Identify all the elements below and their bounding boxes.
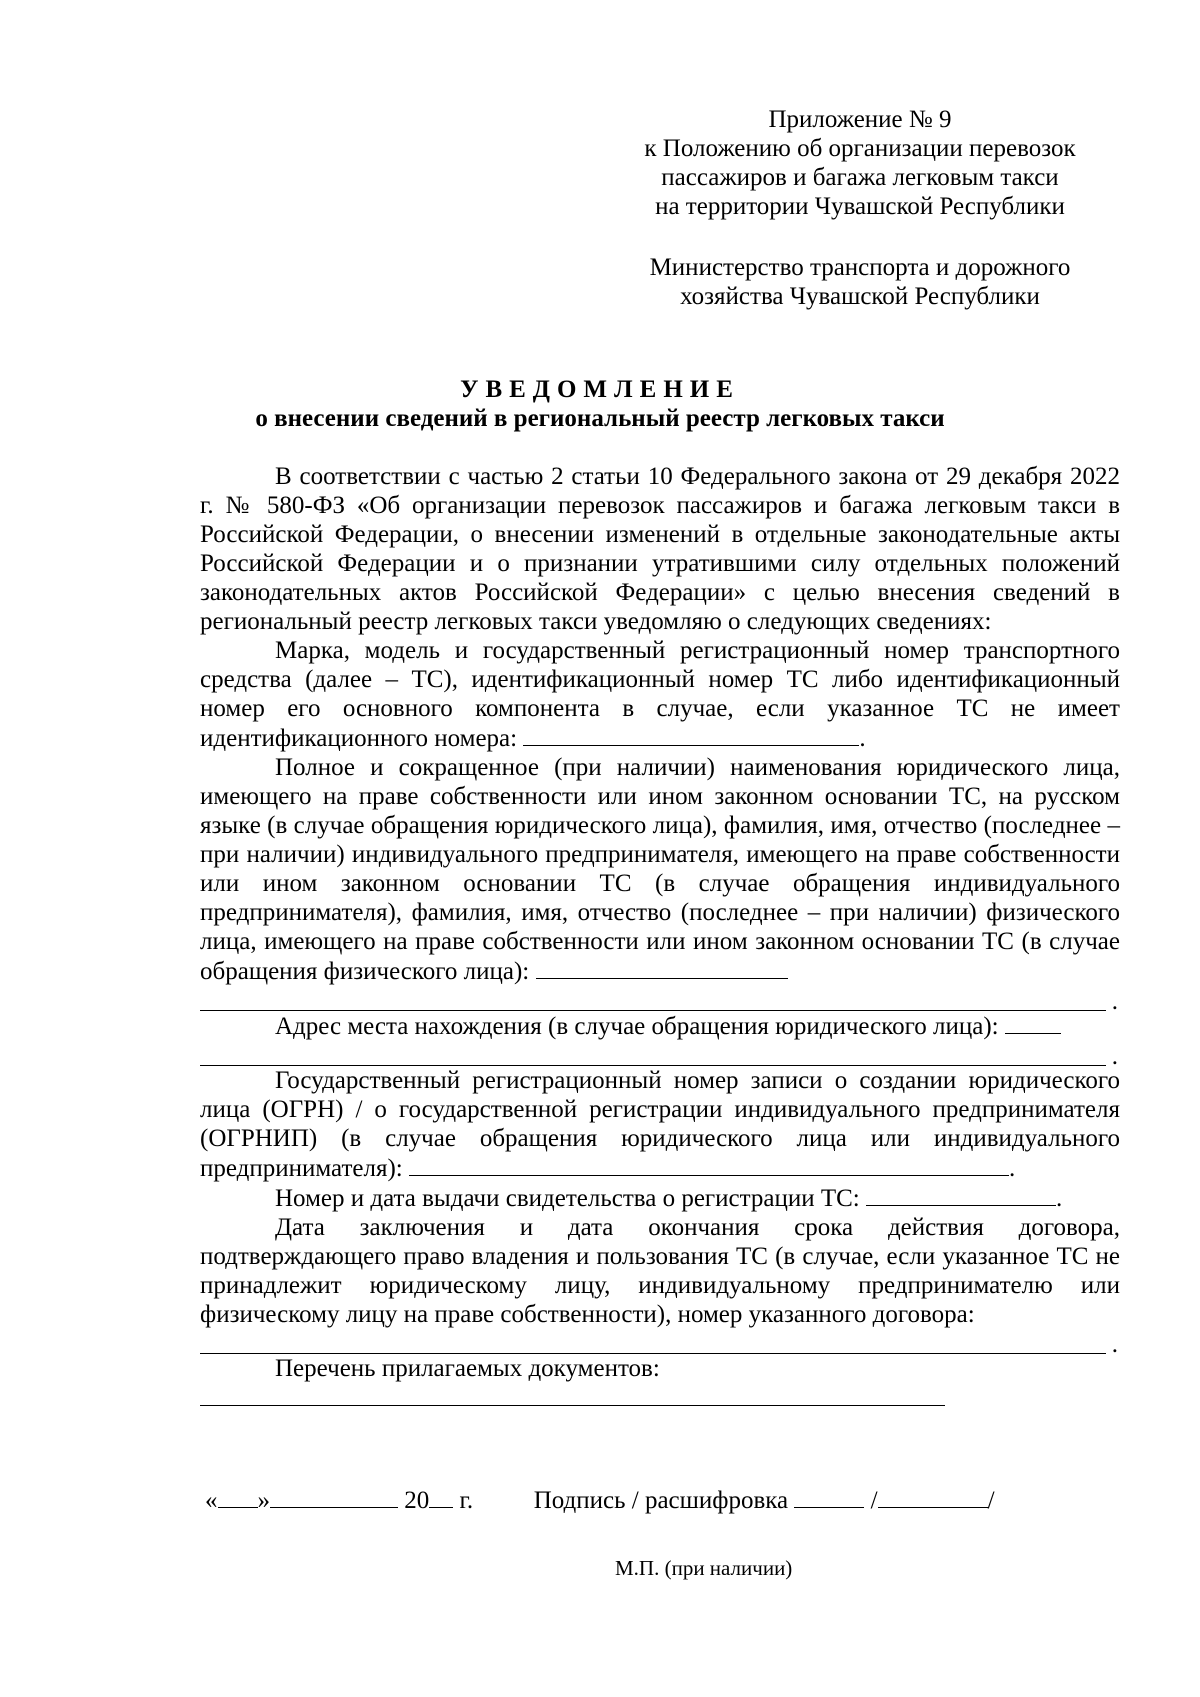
period: . — [859, 725, 866, 752]
signature-field[interactable] — [794, 1485, 864, 1508]
documents-field-line[interactable] — [200, 1383, 945, 1406]
date-year-suffix: г. — [459, 1487, 474, 1514]
owner-label: Полное и сокращенное (при наличии) наименования юридического лица, имеющего на праве собственности или ином законном основании ТС, на русском языке (в случае обращения юридического лица), фамилия, имя, отчество (последнее – при наличии) индивидуального предпринимателя, имеющего на праве собственности или ином законном основании ТС (в случае обращения индивидуального предпринимателя), фамилия, имя, отчество (последнее – при наличии) физического лица, имеющего на праве собственности или ином законном основании ТС (в случае обращения физического лица): — [200, 754, 1120, 985]
date-quote-close: » — [257, 1487, 270, 1514]
date-day-field[interactable] — [218, 1485, 258, 1508]
appendix-line: пассажиров и багажа легковым такси — [661, 164, 1059, 191]
contract-field-line[interactable] — [200, 1329, 1118, 1358]
paragraph-intro: В соответствии с частью 2 статьи 10 Федерального закона от 29 декабря 2022 г. № 580-ФЗ «Об организации перевозок пассажиров и багажа легковым такси в Российской Федерации, о внесении изменений в отдельные законодательные акты Российской Федерации и о признании утратившими силу отдельных положений законодательных актов Российской Федерации» с целью внесения сведений в региональный реестр легковых такси уведомляю о следующих сведениях: — [200, 463, 1120, 635]
ministry-line: хозяйства Чувашской Республики — [680, 283, 1040, 310]
contract-label: Дата заключения и дата окончания срока действия договора, подтверждающего право владения и пользования ТС (в случае, если указанное ТС не принадлежит юридическому лицу, индивидуальному предпринимателю или физическому лицу на праве собственности), номер указанного договора: — [200, 1214, 1120, 1328]
signature-slash: / — [987, 1487, 995, 1514]
address-label: Адрес места нахождения (в случае обращения юридического лица): — [275, 1013, 999, 1040]
paragraph-address — [200, 1011, 1120, 1041]
registration-cert-label: Номер и дата выдачи свидетельства о регистрации ТС: — [275, 1185, 860, 1212]
appendix-line: Приложение № 9 — [768, 106, 952, 133]
vehicle-field[interactable] — [523, 723, 859, 746]
ogrn-field[interactable] — [409, 1153, 1009, 1176]
signature-label: Подпись / расшифровка — [533, 1487, 789, 1514]
paragraph-contract — [200, 1213, 1120, 1329]
address-field-line[interactable] — [200, 1041, 1118, 1070]
address-field-start[interactable] — [1005, 1011, 1061, 1034]
date-year-prefix: 20 — [404, 1487, 430, 1514]
paragraph-ogrn — [200, 1066, 1120, 1183]
date-quote-open: « — [205, 1487, 218, 1514]
stamp-note: М.П. (при наличии) — [615, 1556, 793, 1580]
period: . — [1056, 1185, 1063, 1212]
ministry-addressee — [600, 253, 1120, 311]
document-title: УВЕДОМЛЕНИЕ — [460, 376, 740, 403]
vehicle-label: Марка, модель и государственный регистрационный номер транспортного средства (далее – ТС), идентификационный номер ТС либо идентификационный номер его основного компонента в случае, если указанное ТС не имеет идентификационного номера: — [200, 637, 1120, 752]
period: . — [1009, 1155, 1016, 1182]
ogrn-label: Государственный регистрационный номер записи о создании юридического лица (ОГРН) / о государственной регистрации индивидуального предпринимателя (ОГРНИП) (в случае обращения юридического лица или индивидуального предпринимателя): — [200, 1067, 1120, 1182]
ministry-line: Министерство транспорта и дорожного — [649, 254, 1071, 281]
signature-slash: / — [870, 1487, 878, 1514]
paragraph-vehicle — [200, 636, 1120, 753]
appendix-header — [600, 105, 1120, 221]
period: . — [1111, 1331, 1118, 1358]
date-year-field[interactable] — [429, 1485, 453, 1508]
document-subtitle: о внесении сведений в региональный реестр легковых такси — [255, 405, 945, 432]
document-body — [200, 462, 1120, 1406]
period: . — [1111, 988, 1118, 1015]
period: . — [1111, 1043, 1118, 1070]
signature-decoding-field[interactable] — [878, 1485, 988, 1508]
paragraph-owner — [200, 753, 1120, 986]
appendix-line: на территории Чувашской Республики — [655, 193, 1065, 220]
date-month-field[interactable] — [270, 1485, 398, 1508]
owner-field-line[interactable] — [200, 986, 1118, 1015]
paragraph-registration-cert — [200, 1183, 1120, 1213]
signature-row — [205, 1485, 1105, 1515]
owner-field-start[interactable] — [536, 956, 788, 979]
paragraph-documents: Перечень прилагаемых документов: — [275, 1355, 660, 1382]
appendix-line: к Положению об организации перевозок — [644, 135, 1076, 162]
registration-cert-field[interactable] — [866, 1183, 1056, 1206]
